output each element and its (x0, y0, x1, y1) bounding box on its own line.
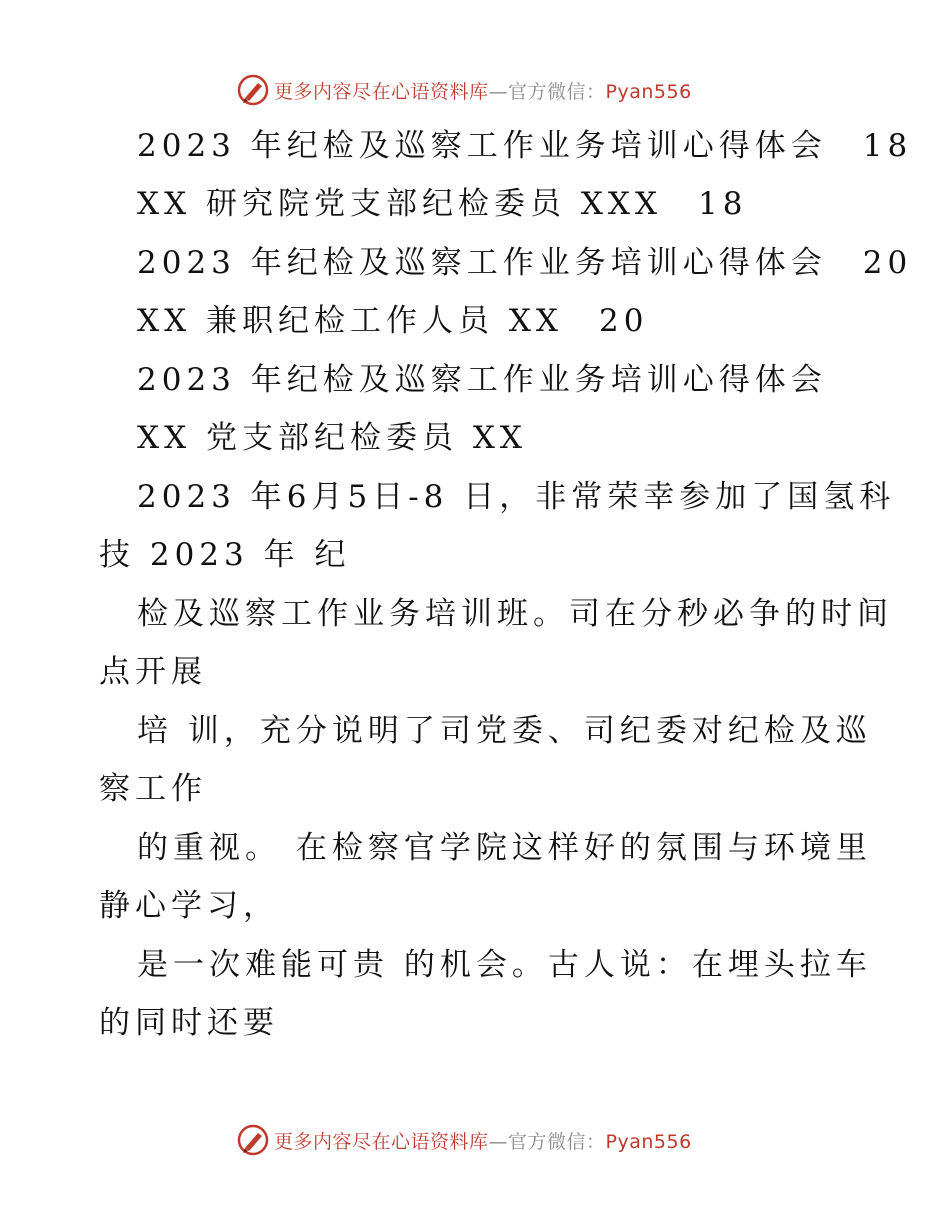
pen-logo-icon (236, 1123, 270, 1157)
paragraph-line: 的同时还要 (99, 1005, 279, 1041)
paragraph-line: 检及巡察工作业务培训班。司在分秒必争的时间 (137, 596, 893, 632)
toc-line-1: 2023 年纪检及巡察工作业务培训心得体会 18 (137, 128, 913, 164)
toc-line-2: XX 研究院党支部纪检委员 XXX 18 (137, 186, 748, 222)
paragraph-line: 培 训，充分说明了司党委、司纪委对纪检及巡 (137, 713, 872, 749)
paragraph-line: 技 2023 年 纪 (99, 537, 351, 573)
pen-logo-icon (236, 73, 270, 107)
paragraph-line: 的重视。 在检察官学院这样好的氛围与环境里 (137, 830, 872, 866)
paragraph-line: 静心学习， (99, 888, 279, 924)
toc-line-4: XX 兼职纪检工作人员 XX 20 (137, 303, 649, 339)
section-author: XX 党支部纪检委员 XX (137, 420, 527, 456)
paragraph-line: 点开展 (99, 654, 207, 690)
paragraph-line: 察工作 (99, 771, 207, 807)
watermark-text: 更多内容尽在心语资料库—官方微信：Pyan556 (274, 1130, 692, 1153)
footer-watermark (236, 1122, 692, 1158)
paragraph-line: 2023 年6月5日-8 日，非常荣幸参加了国氢科 (137, 479, 896, 515)
toc-line-3: 2023 年纪检及巡察工作业务培训心得体会 20 (137, 245, 913, 281)
header-watermark (236, 72, 692, 108)
section-title: 2023 年纪检及巡察工作业务培训心得体会 (137, 362, 827, 398)
watermark-text: 更多内容尽在心语资料库—官方微信：Pyan556 (274, 80, 692, 103)
paragraph-line: 是一次难能可贵 的机会。古人说：在埋头拉车 (137, 947, 872, 983)
